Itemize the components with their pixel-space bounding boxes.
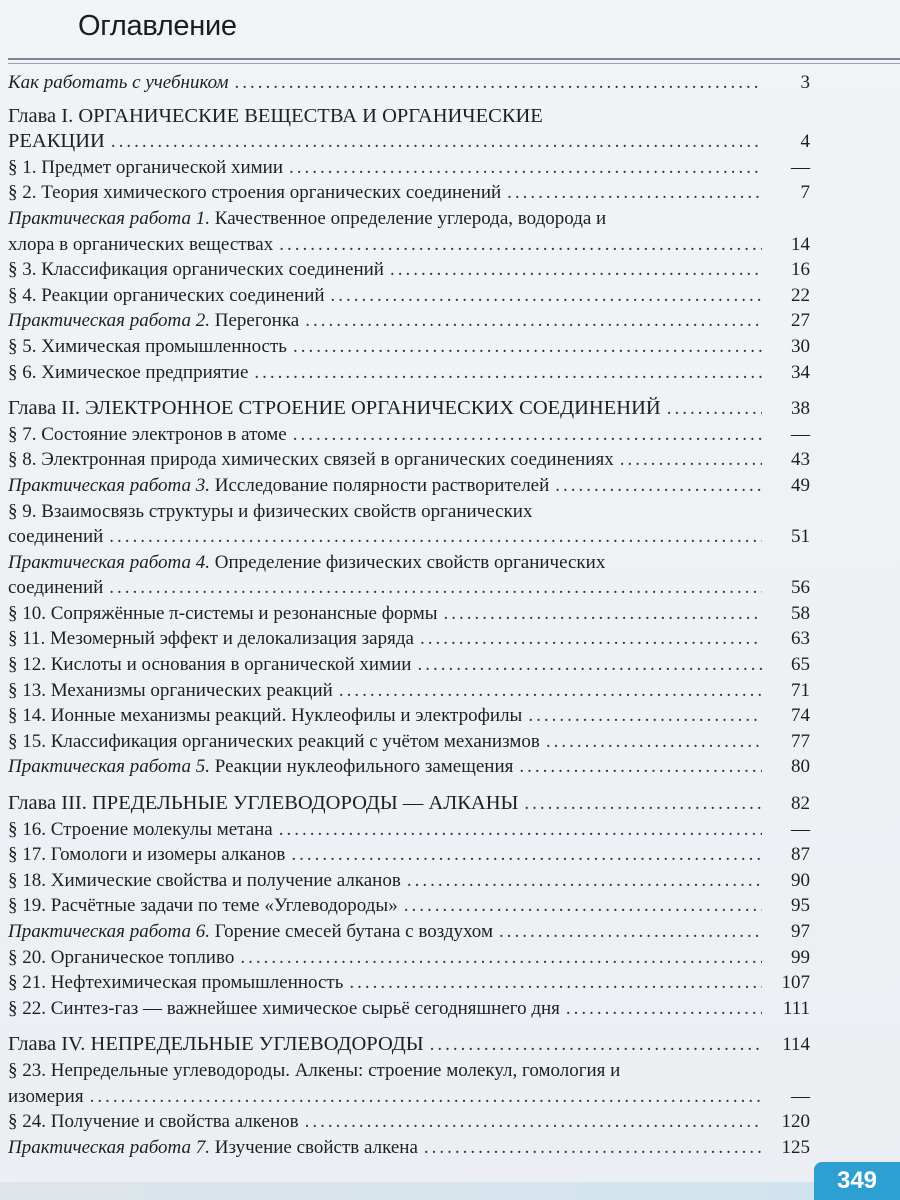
toc-entry-label: § 12. Кислоты и основания в органической химии bbox=[8, 654, 412, 676]
toc-entry-line bbox=[8, 206, 810, 232]
dot-leader bbox=[291, 842, 762, 868]
dot-leader bbox=[499, 919, 762, 945]
toc-entry-row bbox=[8, 868, 810, 894]
dot-leader bbox=[507, 180, 762, 206]
toc-entry-row bbox=[8, 283, 810, 309]
toc-entry-row bbox=[8, 626, 810, 652]
toc-entry-label: § 18. Химические свойства и получение алканов bbox=[8, 869, 401, 891]
dot-leader bbox=[331, 283, 762, 309]
practical-work-prefix: Практическая работа 3. bbox=[8, 474, 211, 496]
practical-work-prefix: Практическая работа 5. bbox=[8, 756, 211, 778]
dot-leader bbox=[524, 791, 762, 817]
toc-entry-row bbox=[8, 180, 810, 206]
dot-leader bbox=[528, 703, 762, 729]
toc-entry[interactable] bbox=[8, 550, 810, 601]
toc-entry-row bbox=[8, 817, 810, 843]
toc-entry-label bbox=[8, 1135, 418, 1161]
page-bottom-band bbox=[0, 1182, 900, 1200]
toc-entry-label: § 17. Гомологи и изомеры алканов bbox=[8, 844, 286, 866]
toc-entry-label: § 14. Ионные механизмы реакций. Нуклеофилы и электрофилы bbox=[8, 705, 523, 727]
toc-page-number: 30 bbox=[791, 335, 810, 357]
toc-entry-row bbox=[8, 447, 810, 473]
toc-entry-row bbox=[8, 1135, 810, 1161]
toc-entry-row bbox=[8, 129, 810, 155]
toc-entry-line: Глава I. ОРГАНИЧЕСКИЕ ВЕЩЕСТВА И ОРГАНИЧЕСКИЕ bbox=[8, 104, 543, 127]
toc-page-number: 27 bbox=[791, 310, 810, 332]
dot-leader bbox=[293, 422, 762, 448]
toc-entry[interactable] bbox=[8, 206, 810, 257]
toc-section bbox=[8, 104, 810, 386]
toc-page-number: 95 bbox=[791, 895, 810, 917]
toc-entry[interactable] bbox=[8, 447, 810, 473]
toc-entry[interactable] bbox=[8, 945, 810, 971]
toc-entry-label: Как работать с учебником bbox=[8, 72, 229, 93]
toc-page-number: 99 bbox=[791, 946, 810, 968]
table-of-contents bbox=[8, 70, 810, 1171]
toc-entry[interactable] bbox=[8, 703, 810, 729]
dot-leader bbox=[566, 996, 762, 1022]
toc-page-number: 114 bbox=[782, 1034, 810, 1056]
toc-entry-row bbox=[8, 422, 810, 448]
toc-entry-label: изомерия bbox=[8, 1085, 84, 1107]
toc-page-number: 111 bbox=[782, 997, 810, 1019]
toc-entry[interactable] bbox=[8, 996, 810, 1022]
toc-entry[interactable] bbox=[8, 678, 810, 704]
toc-entry-label bbox=[8, 754, 513, 780]
toc-entry-row bbox=[8, 257, 810, 283]
toc-entry[interactable] bbox=[8, 473, 810, 499]
toc-page-number: 43 bbox=[791, 449, 810, 471]
toc-entry-line: § 9. Взаимосвязь структуры и физических свойств органических bbox=[8, 500, 533, 522]
toc-page-number: 58 bbox=[791, 602, 810, 624]
toc-entry[interactable] bbox=[8, 754, 810, 780]
dot-leader bbox=[293, 334, 762, 360]
practical-work-prefix: Практическая работа 2. bbox=[8, 310, 211, 332]
toc-entry-row bbox=[8, 1109, 810, 1135]
toc-entry-row bbox=[8, 996, 810, 1022]
dot-leader bbox=[111, 129, 762, 155]
toc-page-number: 22 bbox=[791, 284, 810, 306]
toc-entry[interactable] bbox=[8, 652, 810, 678]
toc-section bbox=[8, 791, 810, 1021]
toc-chapter-entry[interactable] bbox=[8, 1032, 810, 1058]
toc-entry-row bbox=[8, 703, 810, 729]
toc-page-number: 80 bbox=[791, 756, 810, 778]
toc-entry[interactable] bbox=[8, 1135, 810, 1161]
toc-entry-label: § 22. Синтез-газ — важнейшее химическое сырьё сегодняшнего дня bbox=[8, 997, 560, 1019]
dot-leader bbox=[444, 601, 762, 627]
toc-entry-line-text: Качественное определение углерода, водорода и bbox=[210, 207, 607, 229]
toc-page-number: 49 bbox=[791, 474, 810, 496]
toc-section bbox=[8, 1032, 810, 1160]
toc-entry-row bbox=[8, 308, 810, 334]
toc-page-number: 107 bbox=[781, 972, 810, 994]
toc-entry-row bbox=[8, 652, 810, 678]
toc-entry[interactable] bbox=[8, 729, 810, 755]
toc-entry[interactable] bbox=[8, 842, 810, 868]
toc-entry-label-text: Изучение свойств алкена bbox=[210, 1136, 418, 1158]
toc-entry-row bbox=[8, 575, 810, 601]
toc-page-number: 65 bbox=[791, 654, 810, 676]
toc-entry-label: Глава II. ЭЛЕКТРОННОЕ СТРОЕНИЕ ОРГАНИЧЕСКИХ СОЕДИНЕНИЙ bbox=[8, 397, 661, 420]
dot-leader bbox=[235, 70, 762, 96]
dot-leader bbox=[424, 1135, 762, 1161]
toc-page-number: 97 bbox=[791, 921, 810, 942]
practical-work-prefix: Практическая работа 4. bbox=[8, 551, 211, 573]
toc-entry-label bbox=[8, 473, 549, 499]
toc-entry-label: § 19. Расчётные задачи по теме «Углеводороды» bbox=[8, 895, 398, 917]
toc-entry-row bbox=[8, 919, 810, 945]
toc-entry-label: § 3. Классификация органических соединений bbox=[8, 259, 384, 281]
toc-entry-label: РЕАКЦИИ bbox=[8, 130, 105, 153]
toc-entry[interactable] bbox=[8, 155, 810, 181]
toc-entry-label-text: Реакции нуклеофильного замещения bbox=[210, 756, 514, 778]
toc-entry-label: § 15. Классификация органических реакций с учётом механизмов bbox=[8, 730, 540, 752]
toc-entry-label: соединений bbox=[8, 526, 104, 548]
toc-entry-label bbox=[8, 919, 493, 945]
toc-entry-row bbox=[8, 791, 810, 817]
toc-entry[interactable] bbox=[8, 626, 810, 652]
dot-leader bbox=[279, 817, 762, 843]
toc-page-number: 90 bbox=[791, 869, 810, 891]
toc-entry-label-text: Перегонка bbox=[210, 310, 300, 332]
toc-entry-label: § 4. Реакции органических соединений bbox=[8, 284, 325, 306]
practical-work-prefix: Практическая работа 1. bbox=[8, 207, 211, 229]
toc-entry[interactable] bbox=[8, 422, 810, 448]
dot-leader bbox=[289, 155, 762, 181]
toc-section bbox=[8, 396, 810, 780]
toc-entry-row bbox=[8, 970, 810, 996]
toc-entry[interactable] bbox=[8, 1109, 810, 1135]
toc-entry-line: § 23. Непредельные углеводороды. Алкены: строение молекул, гомология и bbox=[8, 1059, 621, 1081]
toc-entry-row bbox=[8, 729, 810, 755]
toc-page-number: 34 bbox=[791, 361, 810, 383]
dot-leader bbox=[555, 473, 762, 499]
toc-page-number: 4 bbox=[800, 131, 810, 153]
toc-entry[interactable] bbox=[8, 180, 810, 206]
toc-entry-label bbox=[8, 308, 299, 334]
toc-entry-label: соединений bbox=[8, 577, 104, 599]
toc-entry-row bbox=[8, 524, 810, 550]
toc-entry[interactable] bbox=[8, 334, 810, 360]
toc-page-number: — bbox=[791, 156, 810, 178]
toc-page-number: 16 bbox=[791, 259, 810, 281]
toc-entry[interactable] bbox=[8, 601, 810, 627]
toc-page-number: 82 bbox=[791, 793, 810, 815]
dot-leader bbox=[546, 729, 762, 755]
toc-page-number: 56 bbox=[791, 577, 810, 599]
dot-leader bbox=[430, 1032, 762, 1058]
toc-page-number: — bbox=[791, 1085, 810, 1107]
toc-entry-row bbox=[8, 155, 810, 181]
toc-entry-label: § 8. Электронная природа химических связей в органических соединениях bbox=[8, 449, 614, 471]
dot-leader bbox=[390, 257, 762, 283]
toc-entry-line-text: Определение физических свойств органических bbox=[210, 551, 606, 573]
page-number-badge: 349 bbox=[814, 1162, 900, 1200]
toc-entry-row bbox=[8, 754, 810, 780]
dot-leader bbox=[109, 524, 762, 550]
toc-page-number: 120 bbox=[781, 1111, 810, 1133]
dot-leader bbox=[407, 868, 762, 894]
practical-work-prefix: Практическая работа 7. bbox=[8, 1136, 211, 1158]
toc-entry-row bbox=[8, 360, 810, 386]
toc-entry-label: § 10. Сопряжённые π-системы и резонансные формы bbox=[8, 602, 438, 624]
dot-leader bbox=[404, 893, 762, 919]
toc-entry[interactable] bbox=[8, 308, 810, 334]
dot-leader bbox=[667, 396, 762, 422]
toc-entry-label: § 21. Нефтехимическая промышленность bbox=[8, 972, 344, 994]
toc-entry-label: § 11. Мезомерный эффект и делокализация заряда bbox=[8, 628, 414, 650]
dot-leader bbox=[305, 308, 762, 334]
toc-entry-row bbox=[8, 334, 810, 360]
toc-entry[interactable] bbox=[8, 499, 810, 550]
toc-entry-label: § 6. Химическое предприятие bbox=[8, 361, 249, 383]
dot-leader bbox=[109, 575, 762, 601]
toc-entry[interactable] bbox=[8, 360, 810, 386]
page-title: Оглавление bbox=[78, 10, 237, 42]
toc-page-number: 38 bbox=[791, 398, 810, 420]
toc-section bbox=[8, 70, 810, 96]
toc-entry-label: § 7. Состояние электронов в атоме bbox=[8, 423, 287, 445]
dot-leader bbox=[279, 232, 762, 258]
toc-entry-label: § 1. Предмет органической химии bbox=[8, 156, 283, 178]
dot-leader bbox=[519, 754, 762, 780]
toc-entry-label-text: Исследование полярности растворителей bbox=[210, 474, 550, 496]
toc-page-number: — bbox=[791, 818, 810, 840]
toc-entry-label: § 5. Химическая промышленность bbox=[8, 335, 287, 357]
toc-entry-label: Глава IV. НЕПРЕДЕЛЬНЫЕ УГЛЕВОДОРОДЫ bbox=[8, 1033, 424, 1056]
dot-leader bbox=[90, 1084, 762, 1110]
toc-entry-row bbox=[8, 945, 810, 971]
toc-entry-row bbox=[8, 1084, 810, 1110]
toc-entry-label: § 2. Теория химического строения органических соединений bbox=[8, 182, 502, 204]
toc-page-number: 7 bbox=[800, 182, 810, 204]
toc-entry[interactable] bbox=[8, 919, 810, 945]
toc-page-number: 87 bbox=[791, 844, 810, 866]
title-rule bbox=[8, 58, 900, 60]
dot-leader bbox=[349, 970, 762, 996]
toc-page-number: 3 bbox=[800, 72, 810, 93]
practical-work-prefix: Практическая работа 6. bbox=[8, 921, 211, 942]
dot-leader bbox=[240, 945, 762, 971]
toc-entry-label: Глава III. ПРЕДЕЛЬНЫЕ УГЛЕВОДОРОДЫ — АЛКАНЫ bbox=[8, 792, 519, 815]
toc-entry-row bbox=[8, 396, 810, 422]
toc-entry-label: хлора в органических веществах bbox=[8, 233, 274, 255]
toc-chapter-entry[interactable] bbox=[8, 104, 810, 155]
toc-page-number: 77 bbox=[791, 730, 810, 752]
toc-entry-label-text: Горение смесей бутана с воздухом bbox=[210, 921, 493, 942]
toc-entry-label: § 20. Органическое топливо bbox=[8, 946, 235, 968]
toc-entry-label: § 24. Получение и свойства алкенов bbox=[8, 1111, 299, 1133]
toc-entry-label: § 16. Строение молекулы метана bbox=[8, 818, 273, 840]
toc-entry[interactable] bbox=[8, 70, 810, 96]
toc-entry[interactable] bbox=[8, 283, 810, 309]
toc-entry[interactable] bbox=[8, 893, 810, 919]
dot-leader bbox=[254, 360, 762, 386]
toc-page-number: 125 bbox=[781, 1136, 810, 1158]
toc-page-number: 14 bbox=[791, 233, 810, 255]
dot-leader bbox=[339, 678, 762, 704]
dot-leader bbox=[620, 447, 762, 473]
title-rule-thin bbox=[8, 63, 900, 64]
toc-page-number: 74 bbox=[791, 705, 810, 727]
toc-entry[interactable] bbox=[8, 257, 810, 283]
toc-page-number: 71 bbox=[791, 679, 810, 701]
toc-entry-row bbox=[8, 473, 810, 499]
dot-leader bbox=[420, 626, 762, 652]
toc-entry-row bbox=[8, 893, 810, 919]
toc-page-number: 63 bbox=[791, 628, 810, 650]
toc-entry[interactable] bbox=[8, 970, 810, 996]
toc-entry-row bbox=[8, 842, 810, 868]
toc-entry[interactable] bbox=[8, 868, 810, 894]
dot-leader bbox=[417, 652, 762, 678]
toc-entry-row bbox=[8, 601, 810, 627]
toc-chapter-entry[interactable] bbox=[8, 791, 810, 817]
dot-leader bbox=[305, 1109, 762, 1135]
toc-page-number: 51 bbox=[791, 526, 810, 548]
toc-chapter-entry[interactable] bbox=[8, 396, 810, 422]
toc-entry[interactable] bbox=[8, 817, 810, 843]
toc-entry-line bbox=[8, 550, 810, 576]
toc-entry[interactable] bbox=[8, 1058, 810, 1109]
toc-entry-row bbox=[8, 1032, 810, 1058]
toc-entry-row bbox=[8, 70, 810, 96]
toc-entry-row bbox=[8, 232, 810, 258]
toc-entry-label: § 13. Механизмы органических реакций bbox=[8, 679, 333, 701]
toc-page-number: — bbox=[791, 423, 810, 445]
toc-entry-row bbox=[8, 678, 810, 704]
